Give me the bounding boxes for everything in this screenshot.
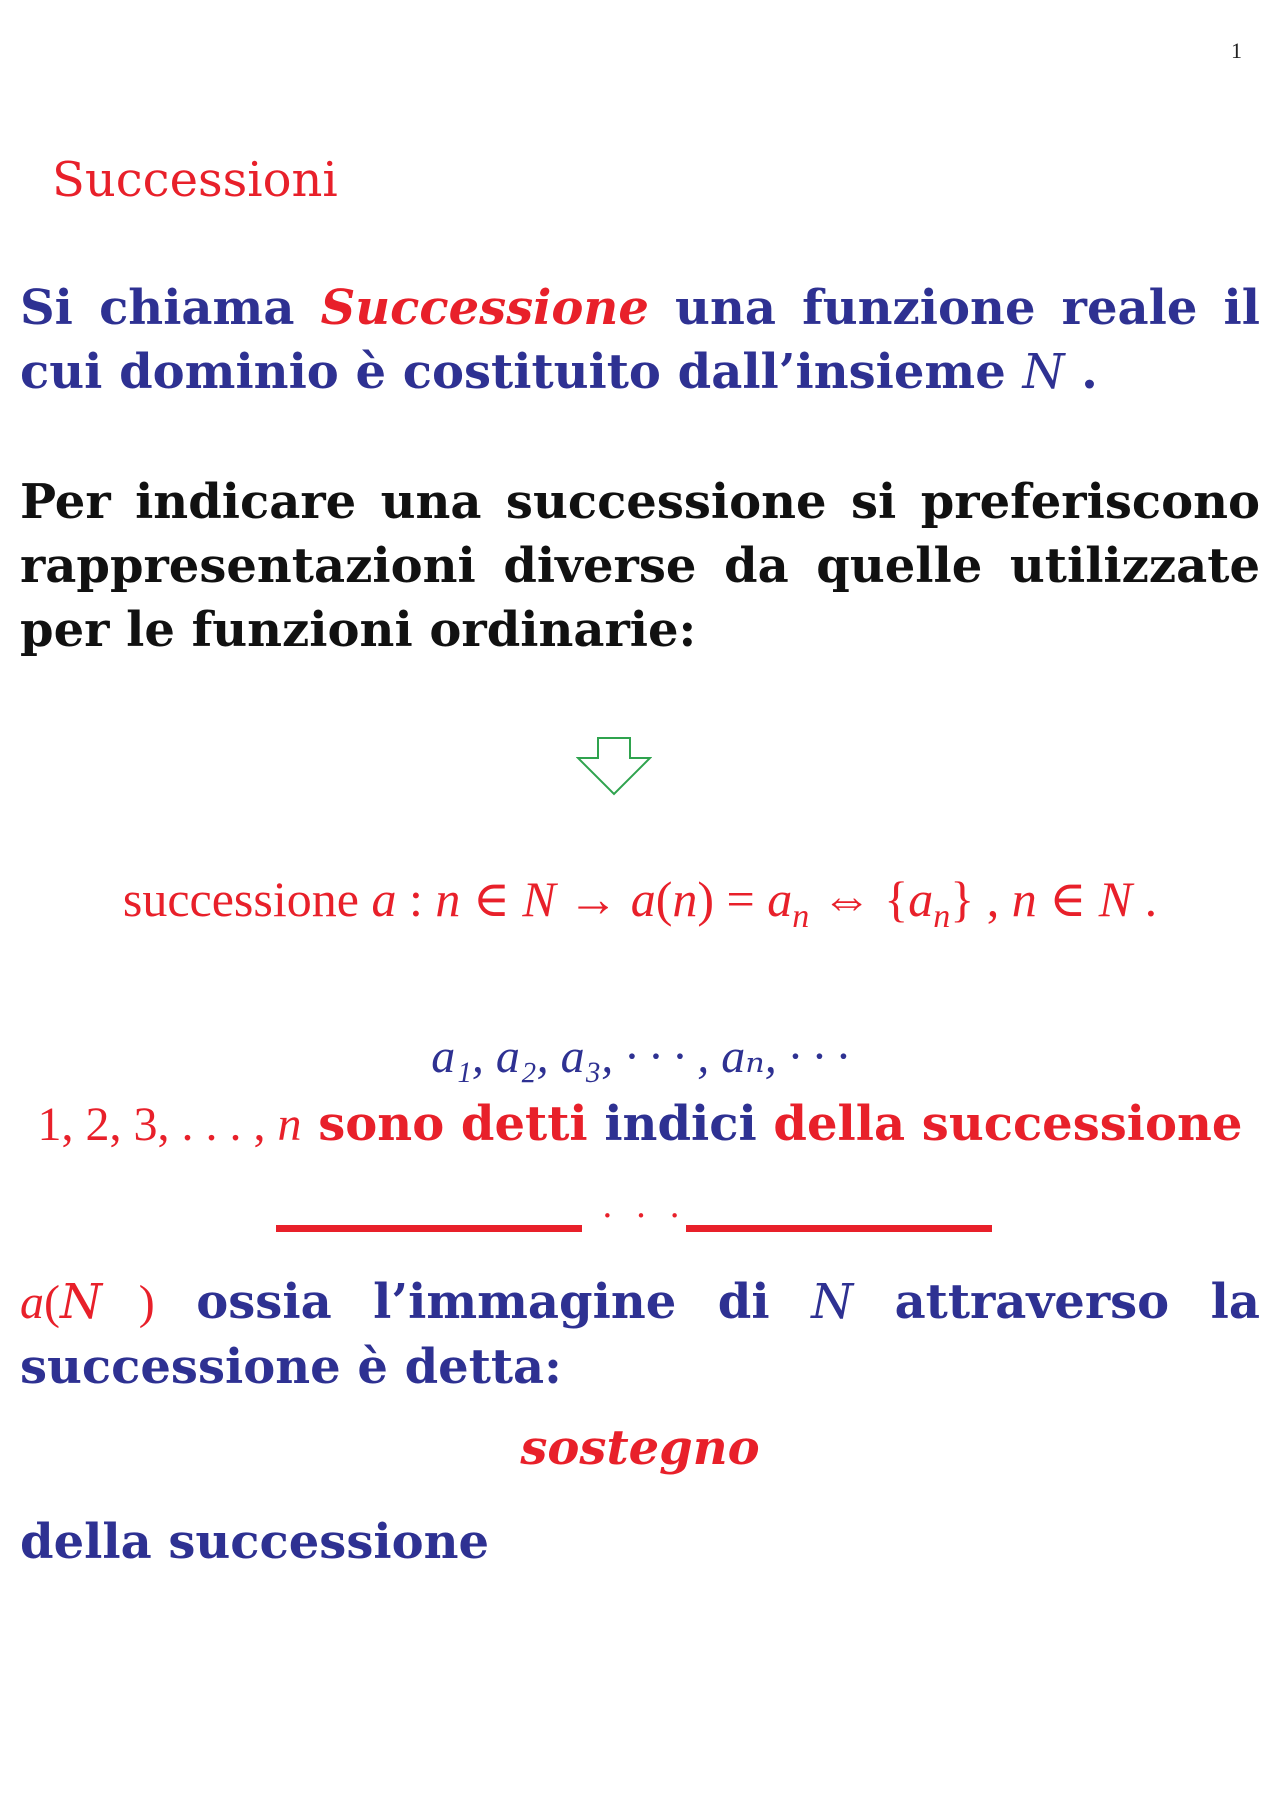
formula-set-N2: N xyxy=(1098,871,1133,927)
term-successione: Successione xyxy=(320,280,649,336)
notation-paragraph: Per indicare una successione si preferiscono rappresentazioni diverse da quelle utilizzate per le funzioni ordinarie: xyxy=(20,474,1260,658)
formula-word: succession xyxy=(122,871,337,927)
formula-paren-open: ( xyxy=(655,871,673,927)
separator-dots: · · · xyxy=(602,1196,687,1236)
formula-a2: a xyxy=(630,871,656,927)
formula-brace-close: } xyxy=(950,871,975,927)
definition-paragraph xyxy=(20,276,1260,404)
p1-after: una funzione reale il cui dominio è costituito dall’insieme xyxy=(20,280,1260,400)
indices-text-indici: indici xyxy=(604,1096,757,1152)
indices-text-1: sono detti xyxy=(301,1096,605,1152)
p1-before: Si chiama xyxy=(20,280,321,336)
separator-right-bar xyxy=(686,1225,992,1232)
formula-a3: a xyxy=(767,871,793,927)
formula-set-N: N xyxy=(522,871,556,927)
p3-open: ( xyxy=(44,1276,60,1329)
formula-brace-open: { xyxy=(884,871,909,927)
p3-text2: attraverso la successione è detta: xyxy=(20,1274,1260,1395)
formula-sub-n2: n xyxy=(933,898,951,935)
formula-arrow: → xyxy=(555,871,631,927)
support-paragraph xyxy=(20,1270,1260,1399)
indices-line xyxy=(0,1096,1280,1152)
formula-comma: , xyxy=(974,871,1012,927)
page-number: 1 xyxy=(1231,38,1242,63)
p3-N2: N xyxy=(811,1274,854,1330)
formula-a: a xyxy=(371,871,397,927)
p3-a: a xyxy=(20,1276,44,1329)
closing-line: della successione xyxy=(20,1514,490,1570)
p3-text: ossia l’immagine di xyxy=(154,1274,812,1330)
formula-n3: n xyxy=(1011,871,1037,927)
indices-n: n xyxy=(277,1098,302,1151)
formula-dot: . xyxy=(1132,871,1158,927)
p3-N: N xyxy=(59,1274,102,1330)
formula-paren-close: ) xyxy=(697,871,715,927)
formula-colon: : xyxy=(396,871,436,927)
separator-left-bar xyxy=(276,1225,582,1232)
sequence-definition-formula xyxy=(0,870,1280,936)
term-sostegno: sostegno xyxy=(520,1420,760,1476)
indices-numbers: 1, 2, 3, . . . , xyxy=(37,1098,278,1151)
down-arrow-icon xyxy=(576,736,652,800)
formula-sub-n: n xyxy=(792,898,810,935)
formula-iff: ⇔ xyxy=(809,871,885,927)
formula-in2: ∈ xyxy=(1036,871,1099,927)
set-symbol: N xyxy=(1022,344,1065,400)
formula-in: ∈ xyxy=(460,871,523,927)
p1-end: . xyxy=(1064,344,1098,400)
p3-close: ) xyxy=(101,1276,155,1329)
formula-n2: n xyxy=(672,871,698,927)
sequence-terms: a₁, a₂, a₃, · · · , aₙ, · · · xyxy=(431,1030,849,1083)
formula-a4: a xyxy=(908,871,934,927)
formula-n: n xyxy=(435,871,461,927)
indices-text-2: della successione xyxy=(756,1096,1243,1152)
formula-eq: = xyxy=(714,871,768,927)
formula-word-end: e xyxy=(336,871,359,927)
page-title: Successioni xyxy=(52,152,338,208)
